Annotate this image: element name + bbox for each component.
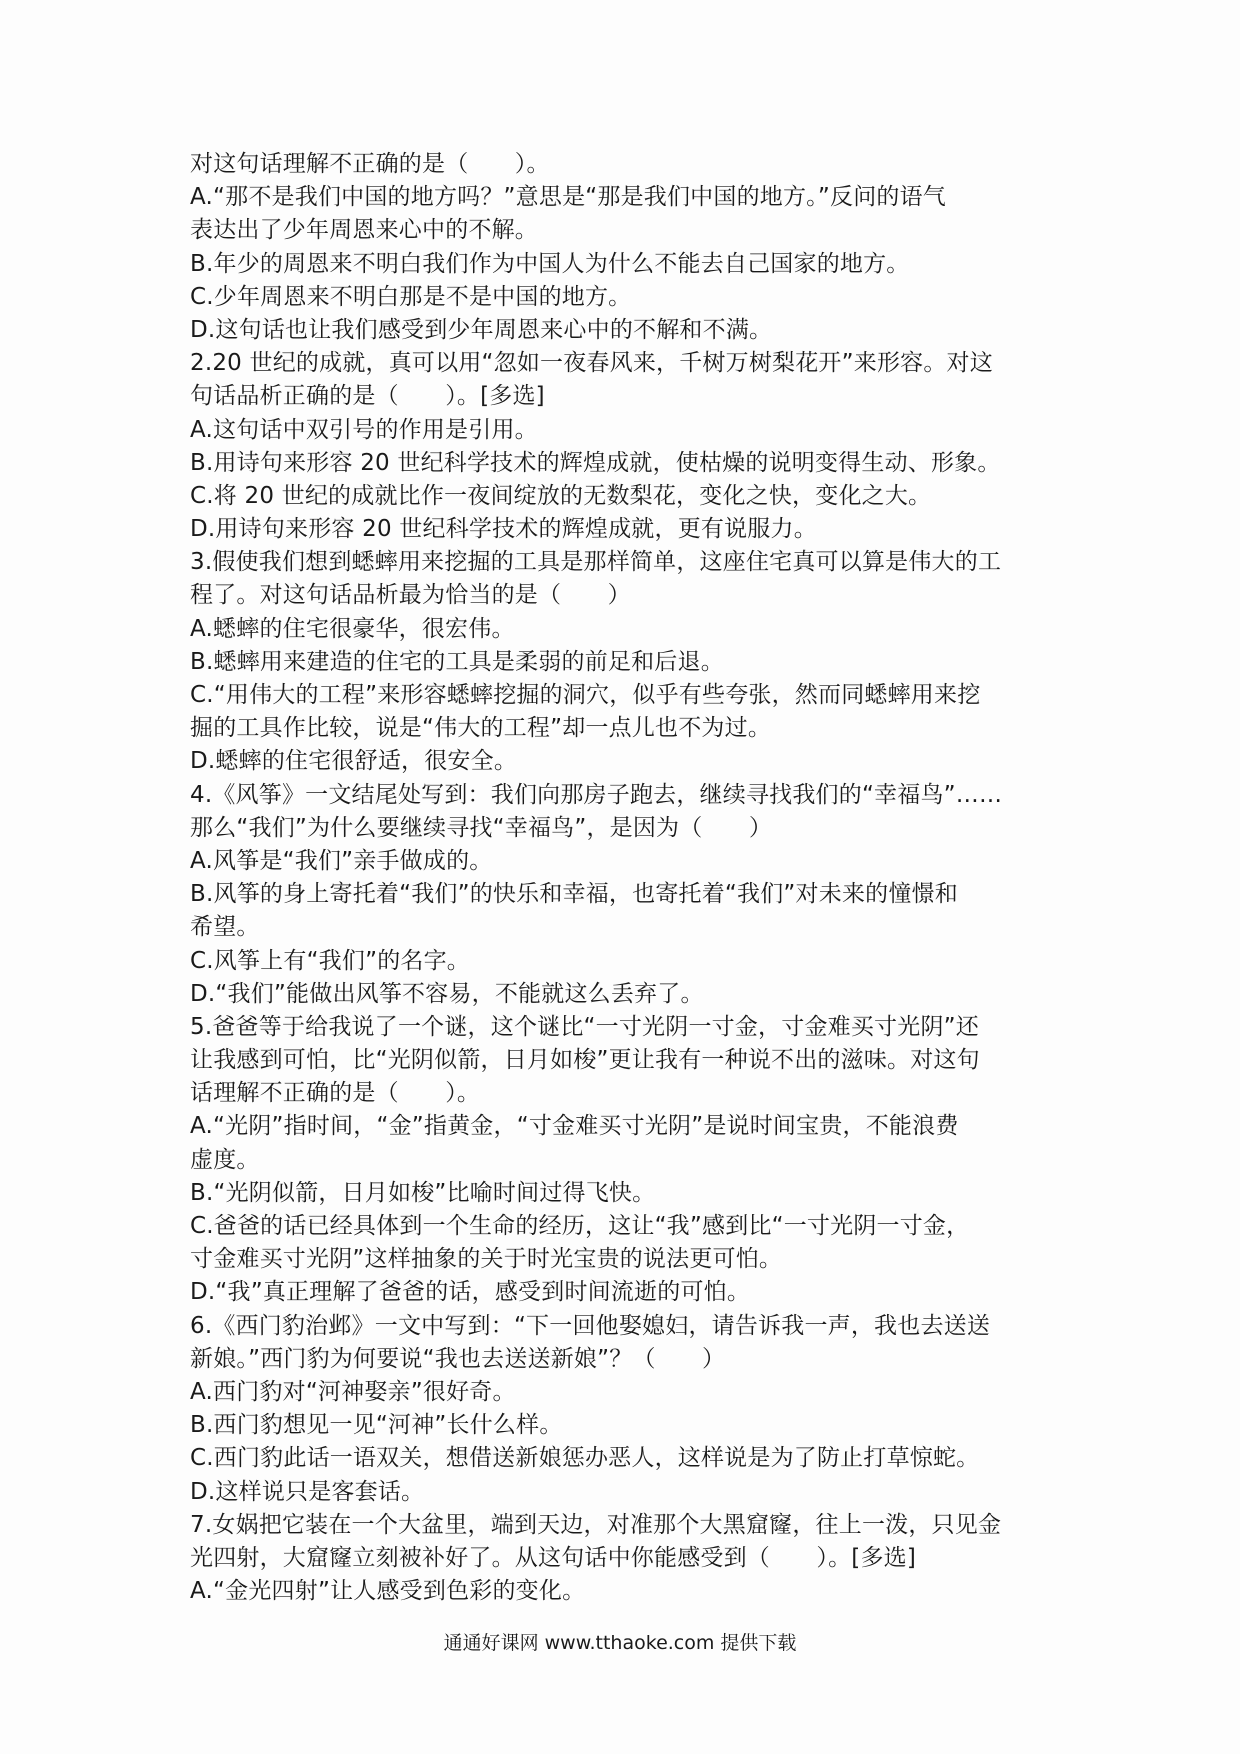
- text-line: 寸金难买寸光阴”这样抽象的关于时光宝贵的说法更可怕。: [190, 1246, 783, 1273]
- text-line: A.“金光四射”让人感受到色彩的变化。: [190, 1578, 586, 1605]
- text-line: A.“光阴”指时间，“金”指黄金，“寸金难买寸光阴”是说时间宝贵，不能浪费: [190, 1113, 959, 1140]
- text-line: A.蟋蟀的住宅很豪华，很宏伟。: [190, 615, 515, 642]
- text-line: B.西门豹想见一见“河神”长什么样。: [190, 1412, 563, 1439]
- text-line: A.“那不是我们中国的地方吗？”意思是“那是我们中国的地方。”反问的语气: [190, 184, 947, 211]
- text-line: 5.爸爸等于给我说了一个谜，这个谜比“一寸光阴一寸金，寸金难买寸光阴”还: [190, 1013, 979, 1040]
- text-line: 光四射，大窟窿立刻被补好了。从这句话中你能感受到（ ）。[多选]: [190, 1544, 917, 1571]
- text-line: B.年少的周恩来不明白我们作为中国人为什么不能去自己国家的地方。: [190, 250, 910, 277]
- text-line: C.西门豹此话一语双关，想借送新娘惩办恶人，这样说是为了防止打草惊蛇。: [190, 1445, 980, 1472]
- text-line: D.“我们”能做出风筝不容易，不能就这么丢弃了。: [190, 980, 704, 1007]
- text-line: B.用诗句来形容 20 世纪科学技术的辉煌成就，使枯燥的说明变得生动、形象。: [190, 449, 1001, 476]
- text-line: 那么“我们”为什么要继续寻找“幸福鸟”，是因为（ ）: [190, 814, 773, 841]
- text-line: D.这样说只是客套话。: [190, 1478, 425, 1505]
- text-line: 新娘。”西门豹为何要说“我也去送送新娘”？（ ）: [190, 1345, 726, 1372]
- text-line: 掘的工具作比较，说是“伟大的工程”却一点儿也不为过。: [190, 715, 772, 742]
- text-line: 虚度。: [190, 1146, 260, 1173]
- text-line: 6.《西门豹治邺》一文中写到：“下一回他娶媳妇，请告诉我一声，我也去送送: [190, 1312, 991, 1339]
- text-line: C.“用伟大的工程”来形容蟋蟀挖掘的洞穴，似乎有些夸张，然而同蟋蟀用来挖: [190, 682, 981, 708]
- text-line: A.这句话中双引号的作用是引用。: [190, 416, 538, 443]
- text-line: D.“我”真正理解了爸爸的话，感受到时间流逝的可怕。: [190, 1279, 751, 1306]
- text-line: B.蟋蟀用来建造的住宅的工具是柔弱的前足和后退。: [190, 648, 724, 675]
- text-line: 表达出了少年周恩来心中的不解。: [190, 217, 538, 244]
- text-line: C.少年周恩来不明白那是不是中国的地方。: [190, 283, 632, 310]
- text-line: 句话品析正确的是（ ）。[多选]: [190, 383, 545, 410]
- text-line: A.风筝是“我们”亲手做成的。: [190, 847, 493, 874]
- text-line: B.“光阴似箭，日月如梭”比喻时间过得飞快。: [190, 1179, 656, 1206]
- text-line: 2.20 世纪的成就，真可以用“忽如一夜春风来，千树万树梨花开”来形容。对这: [190, 350, 993, 377]
- text-line: A.西门豹对“河神娶亲”很好奇。: [190, 1378, 516, 1405]
- page-footer: 通通好课网 www.tthaoke.com 提供下载: [443, 1632, 797, 1654]
- text-line: 对这句话理解不正确的是（ ）。: [190, 151, 550, 177]
- text-line: 7.女娲把它装在一个大盆里，端到天边，对准那个大黑窟窿，往上一泼，只见金: [190, 1511, 1002, 1538]
- text-line: D.用诗句来形容 20 世纪科学技术的辉煌成就，更有说服力。: [190, 516, 817, 543]
- text-line: C.爸爸的话已经具体到一个生命的经历，这让“我”感到比“一寸光阴一寸金，: [190, 1213, 970, 1239]
- text-line: 话理解不正确的是（ ）。: [190, 1080, 481, 1107]
- text-line: 让我感到可怕，比“光阴似箭，日月如梭”更让我有一种说不出的滋味。对这句: [190, 1047, 980, 1074]
- text-line: D.蟋蟀的住宅很舒适，很安全。: [190, 748, 518, 775]
- text-line: 希望。: [190, 914, 260, 941]
- text-line: C.风筝上有“我们”的名字。: [190, 947, 471, 974]
- text-line: 3.假使我们想到蟋蟀用来挖掘的工具是那样简单，这座住宅真可以算是伟大的工: [190, 549, 1002, 576]
- text-line: 4.《风筝》一文结尾处写到：我们向那房子跑去，继续寻找我们的“幸福鸟”……: [190, 781, 1003, 808]
- text-line: D.这句话也让我们感受到少年周恩来心中的不解和不满。: [190, 316, 773, 343]
- question-text-body: [190, 148, 1070, 1608]
- text-line: B.风筝的身上寄托着“我们”的快乐和幸福，也寄托着“我们”对未来的憧憬和: [190, 881, 958, 908]
- text-line: 程了。对这句话品析最为恰当的是（ ）: [190, 582, 631, 609]
- text-line: C.将 20 世纪的成就比作一夜间绽放的无数梨花，变化之快，变化之大。: [190, 482, 932, 509]
